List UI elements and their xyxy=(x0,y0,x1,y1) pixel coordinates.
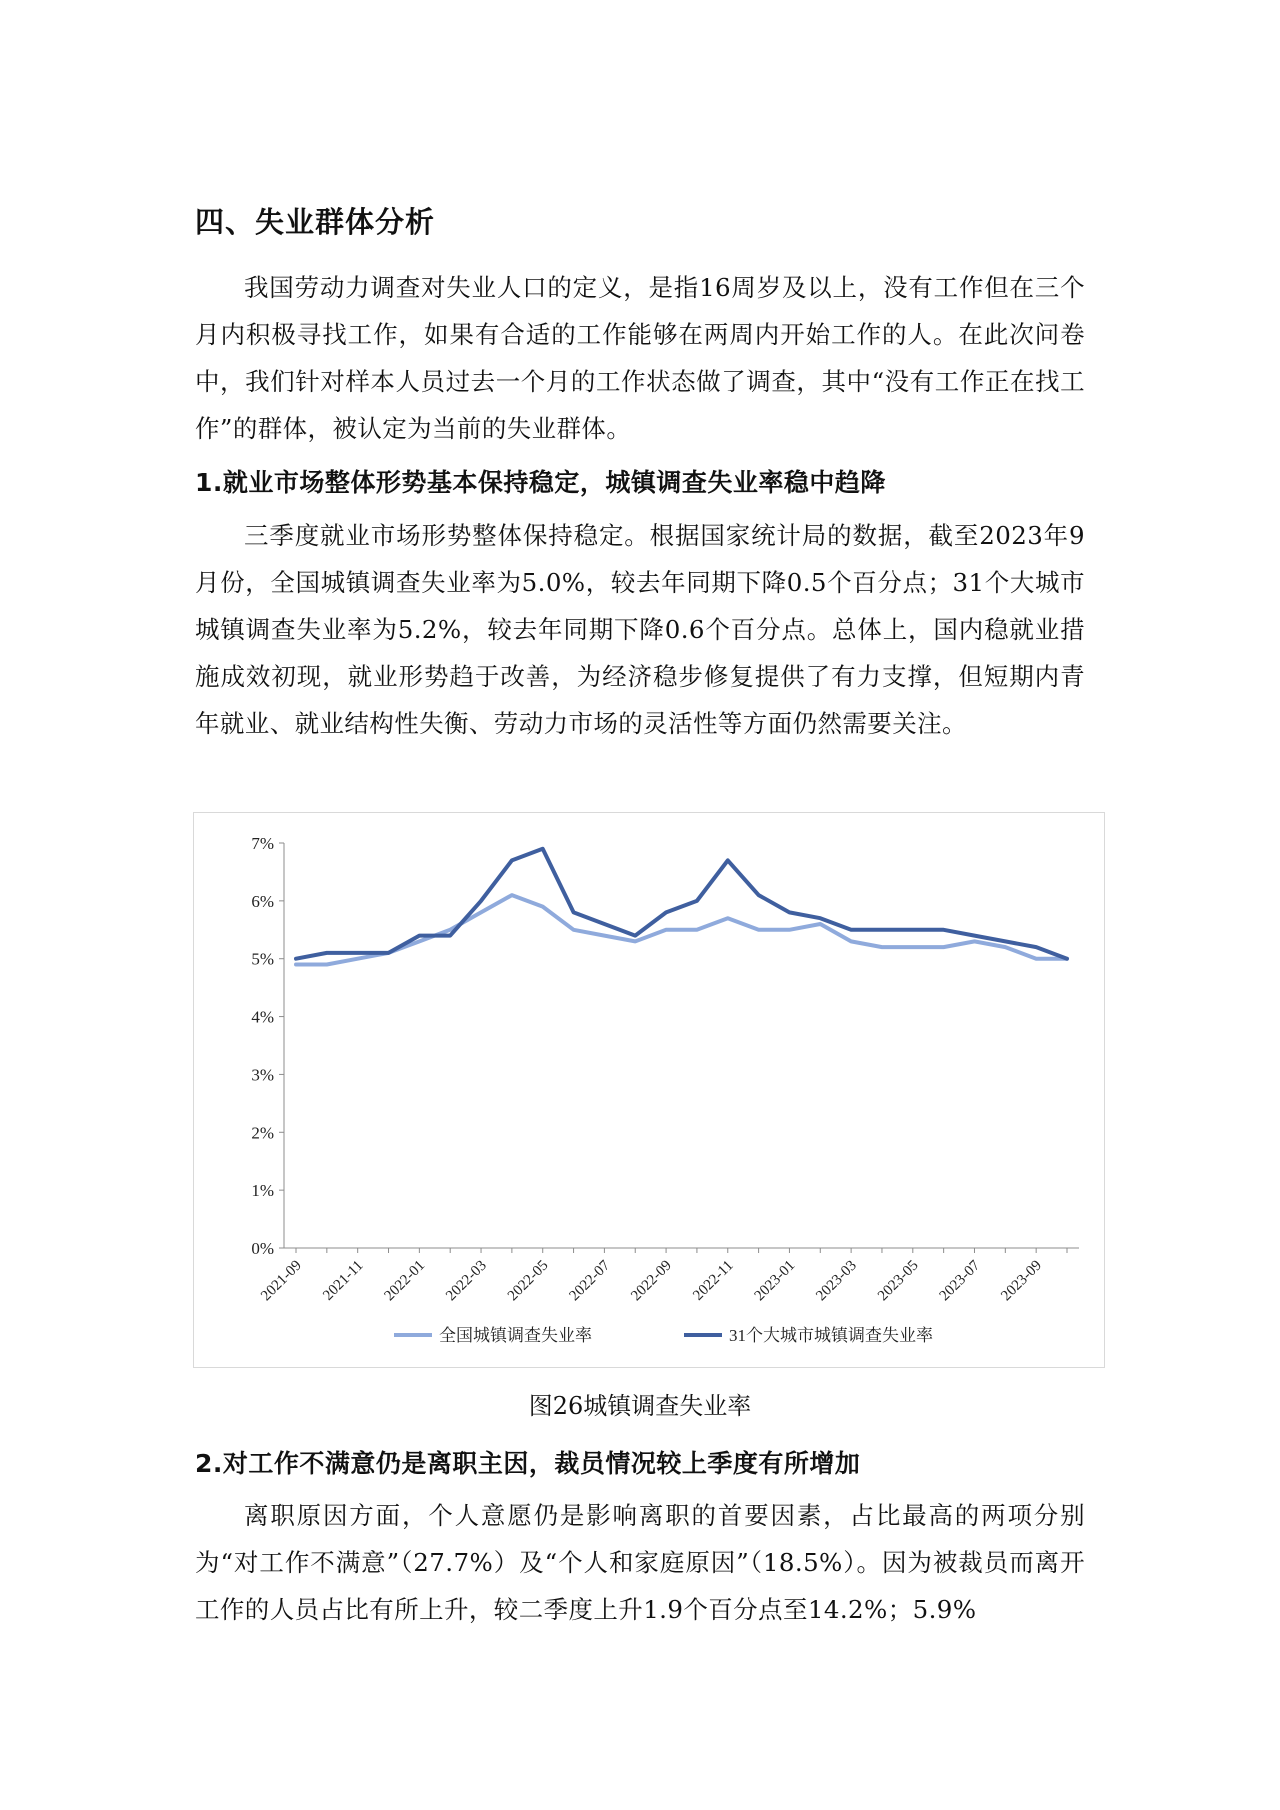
y-tick-label: 4% xyxy=(251,1007,274,1027)
y-tick-label: 6% xyxy=(251,891,274,911)
y-tick-label: 0% xyxy=(251,1239,274,1258)
y-tick-label: 5% xyxy=(251,949,274,969)
x-tick-label: 2023-03 xyxy=(813,1257,860,1305)
x-tick-label: 2022-11 xyxy=(690,1257,737,1304)
x-tick-label: 2021-11 xyxy=(320,1257,367,1304)
x-tick-label: 2023-09 xyxy=(998,1257,1045,1305)
figure-caption: 图26城镇调查失业率 xyxy=(528,1392,752,1420)
subsection-1-paragraph: 三季度就业市场形势整体保持稳定。根据国家统计局的数据，截至2023年9月份，全国城镇调查失业率为5.0%，较去年同期下降0.5个百分点；31个大城市城镇调查失业率为5.2%，较去年同期下降0.6个百分点。总体上，国内稳就业措施成效初现，就业形势趋于改善，为经济稳步修复提供了有力支撑，但短期内青年就业、就业结构性失衡、劳动力市场的灵活性等方面仍然需要关注。 xyxy=(195,521,1085,738)
y-tick-label: 7% xyxy=(251,834,274,853)
section-title: 四、失业群体分析 xyxy=(195,205,436,239)
legend-label: 全国城镇调查失业率 xyxy=(439,1326,592,1345)
x-tick-label: 2022-09 xyxy=(628,1257,675,1305)
x-tick-label: 2022-01 xyxy=(381,1257,429,1305)
y-tick-label: 2% xyxy=(251,1123,274,1143)
unemployment-chart-frame xyxy=(193,812,1105,1368)
series-line-2 xyxy=(296,849,1067,959)
x-tick-label: 2023-01 xyxy=(751,1257,799,1305)
y-tick-label: 3% xyxy=(251,1065,274,1085)
subsection-2-title: 2.对工作不满意仍是离职主因，裁员情况较上季度有所增加 xyxy=(195,1449,861,1478)
intro-paragraph: 我国劳动力调查对失业人口的定义，是指16周岁及以上，没有工作但在三个月内积极寻找工作，如果有合适的工作能够在两周内开始工作的人。在此次问卷中，我们针对样本人员过去一个月的工作状态做了调查，其中“没有工作正在找工作”的群体，被认定为当前的失业群体。 xyxy=(195,273,1085,443)
x-tick-label: 2022-03 xyxy=(443,1257,490,1305)
x-tick-label: 2023-07 xyxy=(936,1257,984,1305)
x-tick-label: 2022-05 xyxy=(504,1257,552,1305)
x-tick-label: 2021-09 xyxy=(258,1257,305,1305)
subsection-1-title: 1.就业市场整体形势基本保持稳定，城镇调查失业率稳中趋降 xyxy=(195,468,886,497)
subsection-2-paragraph: 离职原因方面，个人意愿仍是影响离职的首要因素，占比最高的两项分别为“对工作不满意”（27.7%）及“个人和家庭原因”（18.5%）。因为被裁员而离开工作的人员占比有所上升，较二季度上升1.9个百分点至14.2%；5.9% xyxy=(195,1501,1085,1624)
x-tick-label: 2023-05 xyxy=(874,1257,922,1305)
unemployment-line-chart xyxy=(194,813,1104,1367)
x-tick-label: 2022-07 xyxy=(566,1257,614,1305)
y-tick-label: 1% xyxy=(251,1181,274,1201)
legend-label: 31个大城市城镇调查失业率 xyxy=(729,1326,933,1345)
